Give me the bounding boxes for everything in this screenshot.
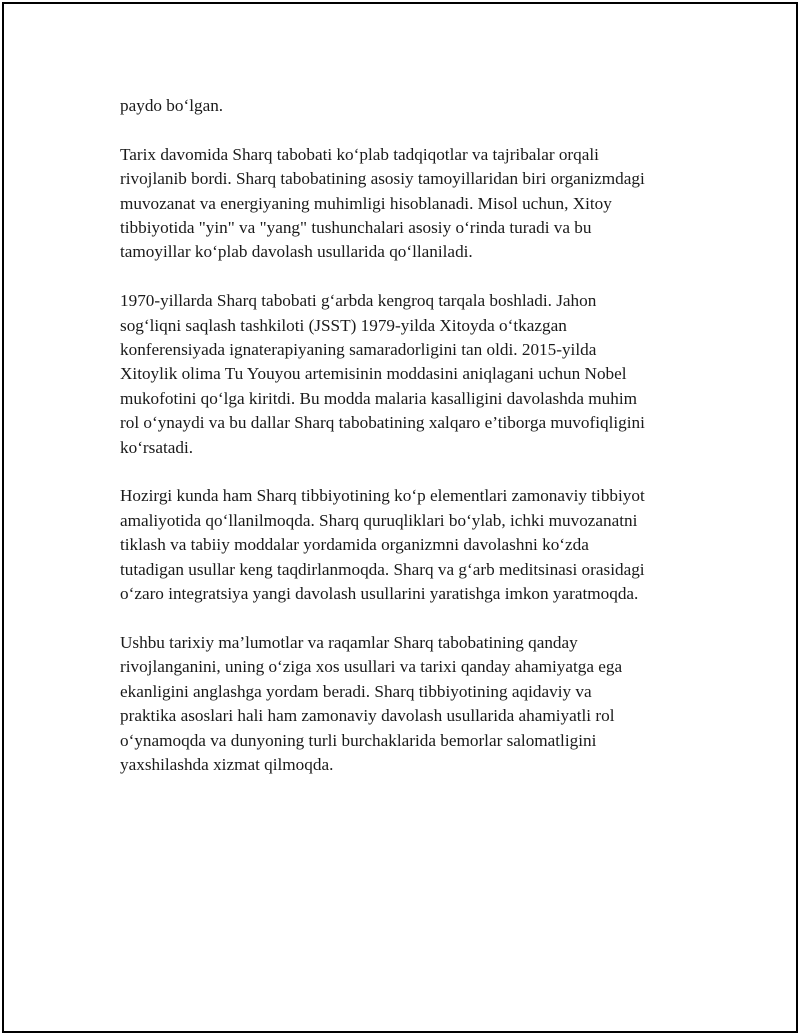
text-line: konferensiyada ignaterapiyaning samaradorligini tan oldi. 2015-yilda xyxy=(120,340,597,360)
text-line: rol o‘ynaydi va bu dallar Sharq tabobatining xalqaro e’tiborga muvofiqligini xyxy=(120,413,645,433)
text-line: tutadigan usullar keng taqdirlanmoqda. Sharq va g‘arb meditsinasi orasidagi xyxy=(120,559,645,579)
text-line: muvozanat va energiyaning muhimligi hisoblanadi. Misol uchun, Xitoy xyxy=(120,193,612,213)
text-line: Ushbu tarixiy ma’lumotlar va raqamlar Sharq tabobatining qanday xyxy=(120,632,578,652)
paragraph xyxy=(120,631,686,777)
text-line: tibbiyotida "yin" va "yang" tushunchalari asosiy o‘rinda turadi va bu xyxy=(120,218,592,238)
text-line: praktika asoslari hali ham zamonaviy davolash usullarida ahamiyatli rol xyxy=(120,706,615,726)
paragraph xyxy=(120,289,686,460)
text-line: 1970-yillarda Sharq tabobati g‘arbda kengroq tarqala boshladi. Jahon xyxy=(120,291,597,311)
text-line: mukofotini qo‘lga kiritdi. Bu modda malaria kasalligini davolashda muhim xyxy=(120,388,637,408)
text-line: Tarix davomida Sharq tabobati ko‘plab tadqiqotlar va tajribalar orqali xyxy=(120,144,599,164)
document-body xyxy=(120,94,686,802)
text-line: paydo bo‘lgan. xyxy=(120,96,224,115)
text-line: ko‘rsatadi. xyxy=(120,437,194,457)
text-line: rivojlanib bordi. Sharq tabobatining asosiy tamoyillaridan biri organizmdagi xyxy=(120,169,645,189)
text-line: sog‘liqni saqlash tashkiloti (JSST) 1979-yilda Xitoyda o‘tkazgan xyxy=(120,315,567,335)
text-line: o‘zaro integratsiya yangi davolash usullarini yaratishga imkon yaratmoqda. xyxy=(120,584,639,604)
text-line: o‘ynamoqda va dunyoning turli burchaklarida bemorlar salomatligini xyxy=(120,730,597,750)
paragraph xyxy=(120,484,686,606)
text-line: amaliyotida qo‘llanilmoqda. Sharq quruqliklari bo‘ylab, ichki muvozanatni xyxy=(120,510,638,530)
text-line: ekanligini anglashga yordam beradi. Sharq tibbiyotining aqidaviy va xyxy=(120,681,592,701)
text-line: tamoyillar ko‘plab davolash usullarida qo‘llaniladi. xyxy=(120,242,473,262)
text-line: rivojlanganini, uning o‘ziga xos usullari va tarixi qanday ahamiyatga ega xyxy=(120,657,623,677)
paragraph xyxy=(120,143,686,265)
text-line: Xitoylik olima Tu Youyou artemisinin moddasini aniqlagani uchun Nobel xyxy=(120,364,627,384)
text-line: yaxshilashda xizmat qilmoqda. xyxy=(120,754,334,774)
document-page xyxy=(2,2,798,1033)
paragraph xyxy=(120,94,686,118)
text-line: tiklash va tabiiy moddalar yordamida organizmni davolashni ko‘zda xyxy=(120,535,589,555)
text-line: Hozirgi kunda ham Sharq tibbiyotining ko‘p elementlari zamonaviy tibbiyot xyxy=(120,486,645,506)
